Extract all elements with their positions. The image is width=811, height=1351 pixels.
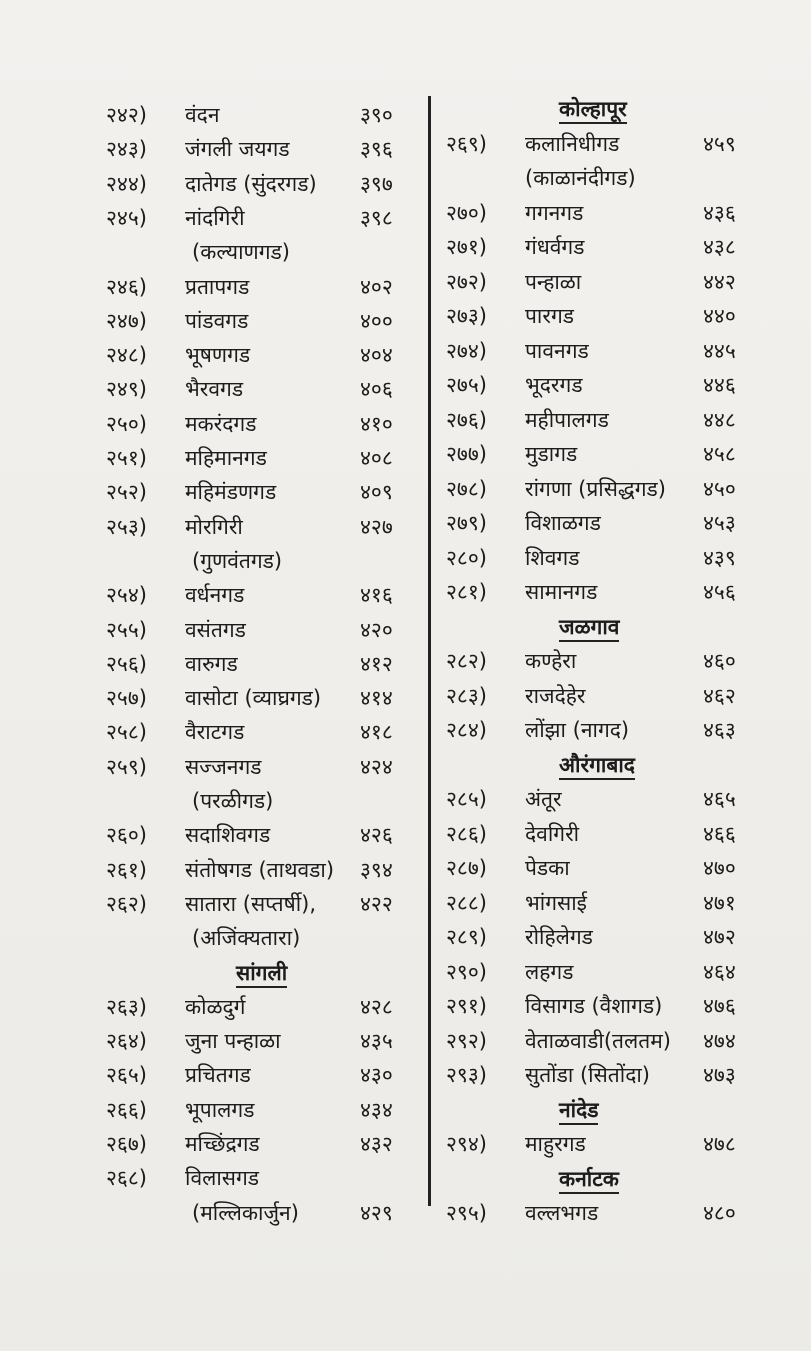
fort-name: (कल्याणगड) xyxy=(192,240,290,265)
page-number: ४२८ xyxy=(360,994,393,1019)
entry-number: २७६) xyxy=(446,407,487,432)
fort-name: लहगड xyxy=(525,959,574,984)
index-entry xyxy=(0,543,428,579)
page-number: ४१४ xyxy=(360,686,393,711)
page-number: ४२७ xyxy=(360,514,393,539)
entry-number: २५६) xyxy=(106,651,147,676)
fort-name: पन्हाळा xyxy=(525,269,582,294)
page-number: ४५८ xyxy=(703,442,736,466)
index-entry xyxy=(0,714,428,750)
index-entry xyxy=(0,1092,428,1128)
entry-number: २८६) xyxy=(446,821,487,846)
index-entry xyxy=(0,406,428,442)
fort-name: (मल्लिकार्जुन) xyxy=(192,1200,299,1225)
fort-name: कण्हेरा xyxy=(525,649,577,673)
fort-name: भूपालगड xyxy=(185,1097,255,1122)
entry-number: २४९) xyxy=(106,377,147,402)
fort-name: पावनगड xyxy=(525,338,589,363)
page-number: ४७२ xyxy=(703,925,736,949)
index-entry xyxy=(0,1160,428,1196)
fort-name: दातेगड (सुंदरगड) xyxy=(185,171,317,196)
fort-name: भैरवगड xyxy=(185,377,244,402)
index-entry xyxy=(431,712,811,748)
index-entry xyxy=(431,160,811,196)
page-number: ४२९ xyxy=(360,1200,393,1225)
index-entry xyxy=(0,200,428,236)
entry-number: २७९) xyxy=(446,511,487,535)
page-number: ४०२ xyxy=(360,274,393,299)
index-entry xyxy=(0,303,428,339)
page-number: ४०८ xyxy=(360,446,393,470)
fort-name: जंगली जयगड xyxy=(185,137,290,162)
entry-number: २४४) xyxy=(106,171,147,196)
index-entry xyxy=(0,440,428,476)
index-entry xyxy=(431,471,811,507)
fort-name: प्रचितगड xyxy=(185,1063,251,1088)
page-number: ३९८ xyxy=(360,205,393,230)
entry-number: २५७) xyxy=(106,686,147,711)
index-entry xyxy=(431,574,811,610)
index-entry xyxy=(0,612,428,648)
index-entry xyxy=(431,298,811,334)
fort-name: महीपालगड xyxy=(525,407,609,432)
fort-name: मोरगिरी xyxy=(185,514,243,539)
page-number: ४७० xyxy=(703,856,736,880)
index-entry xyxy=(0,1126,428,1162)
entry-number: २६४) xyxy=(106,1029,147,1054)
entry-number: २८२) xyxy=(446,649,487,673)
page-number: ३९६ xyxy=(360,137,393,162)
index-entry xyxy=(0,817,428,853)
index-entry xyxy=(431,402,811,438)
fort-name: (परळीगड) xyxy=(192,789,274,813)
page-number: ४२२ xyxy=(360,891,393,916)
fort-name: वसंतगड xyxy=(185,617,246,642)
fort-name: वल्लभगड xyxy=(525,1201,599,1225)
index-entry xyxy=(431,367,811,403)
fort-name: (अजिंक्यतारा) xyxy=(192,926,301,951)
index-entry xyxy=(0,474,428,510)
entry-number: २९५) xyxy=(446,1201,487,1225)
page-number: ४०० xyxy=(360,308,393,333)
entry-number: २८९) xyxy=(446,925,487,949)
page-number: ४४२ xyxy=(703,269,736,294)
page-number: ४२० xyxy=(360,617,393,642)
fort-name: सामानगड xyxy=(525,580,598,604)
fort-name: वासोटा (व्याघ्रगड) xyxy=(185,686,322,711)
entry-number: २७७) xyxy=(446,442,487,466)
entry-number: २५८) xyxy=(106,720,147,745)
index-entry xyxy=(431,264,811,300)
index-entry xyxy=(0,1195,428,1231)
entry-number: २५९) xyxy=(106,754,147,779)
fort-name: महिमंडणगड xyxy=(185,480,277,505)
index-entry xyxy=(431,505,811,541)
entry-number: २७१) xyxy=(446,235,487,259)
entry-number: २९१) xyxy=(446,994,487,1018)
fort-name: भूदरगड xyxy=(525,373,583,397)
fort-name: नांदगिरी xyxy=(185,205,245,230)
page-number: ४१० xyxy=(360,411,393,436)
fort-name: विशाळगड xyxy=(525,511,601,535)
entry-number: २६६) xyxy=(106,1097,147,1122)
page-number: ४७१ xyxy=(703,890,736,915)
page-number: ४४६ xyxy=(703,373,736,397)
entry-number: २७३) xyxy=(446,304,487,328)
page-number: ४७४ xyxy=(703,1028,736,1053)
fort-name: शिवगड xyxy=(525,545,580,570)
fort-name: सुतोंडा (सितोंदा) xyxy=(525,1063,650,1087)
index-entry xyxy=(431,1057,811,1093)
entry-number: २४८) xyxy=(106,343,147,368)
entry-number: २५५) xyxy=(106,617,147,642)
entry-number: २५२) xyxy=(106,480,147,505)
page-number: ४०९ xyxy=(360,480,393,505)
section-heading xyxy=(559,609,619,645)
page-number: ४०६ xyxy=(360,377,393,402)
entry-number: २८१) xyxy=(446,580,487,604)
index-entry xyxy=(431,850,811,886)
fort-name: वारुगड xyxy=(185,651,238,676)
index-entry xyxy=(431,988,811,1024)
fort-name: गंधर्वगड xyxy=(525,235,585,259)
entry-number: २६९) xyxy=(446,131,487,156)
entry-number: २९४) xyxy=(446,1132,487,1156)
page-number: ४३४ xyxy=(360,1097,393,1122)
fort-name: राजदेहेर xyxy=(525,683,586,708)
entry-number: २७२) xyxy=(446,269,487,294)
page-number: ४४८ xyxy=(703,407,736,432)
page-number: ४३८ xyxy=(703,235,736,259)
fort-name: वैराटगड xyxy=(185,720,245,745)
index-entry xyxy=(431,229,811,265)
page-number: ४४० xyxy=(703,304,736,328)
fort-name: प्रतापगड xyxy=(185,274,250,299)
entry-number: २६१) xyxy=(106,857,147,882)
fort-name: (काळानंदीगड) xyxy=(525,166,636,190)
page-number: ३९४ xyxy=(360,857,393,882)
index-entry xyxy=(431,1195,811,1231)
fort-name: कलानिधीगड xyxy=(525,131,620,156)
page-number: ४३५ xyxy=(360,1029,393,1054)
fort-name: जुना पन्हाळा xyxy=(185,1029,281,1054)
fort-name: देवगिरी xyxy=(525,821,580,846)
index-entry xyxy=(431,540,811,576)
entry-number: २८०) xyxy=(446,545,487,570)
entry-number: २७०) xyxy=(446,200,487,225)
index-entry xyxy=(0,1057,428,1093)
page-number: ४१२ xyxy=(360,651,393,676)
index-entry xyxy=(0,749,428,785)
fort-name: मकरंदगड xyxy=(185,411,257,436)
index-entry xyxy=(0,97,428,133)
section-heading xyxy=(559,1092,598,1128)
page-number: ४६२ xyxy=(703,683,736,708)
section-heading-text: कर्नाटक xyxy=(559,1167,619,1194)
entry-number: २६५) xyxy=(106,1063,147,1088)
page-number: ४६६ xyxy=(703,821,736,846)
page-number: ४७३ xyxy=(703,1063,736,1087)
index-entry xyxy=(0,886,428,922)
entry-number: २६७) xyxy=(106,1132,147,1156)
page-number: ४१६ xyxy=(360,583,393,608)
section-heading-text: जळगाव xyxy=(559,615,619,642)
index-entry xyxy=(431,781,811,817)
page-number: ४६० xyxy=(703,649,736,673)
index-entry xyxy=(0,166,428,202)
fort-name: मुडागड xyxy=(525,442,578,466)
fort-name: गगनगड xyxy=(525,200,584,225)
section-heading xyxy=(559,747,635,783)
fort-name: माहुरगड xyxy=(525,1132,586,1156)
fort-name: संतोषगड (ताथवडा) xyxy=(185,857,335,882)
section-heading xyxy=(559,91,627,127)
fort-name: अंतूर xyxy=(525,787,562,811)
fort-name: सज्जनगड xyxy=(185,754,262,779)
entry-number: २५३) xyxy=(106,514,147,539)
index-entry xyxy=(431,195,811,231)
index-entry xyxy=(431,1126,811,1162)
index-entry xyxy=(431,816,811,852)
entry-number: २८५) xyxy=(446,787,487,811)
entry-number: २८७) xyxy=(446,856,487,880)
page-number: ४३२ xyxy=(360,1132,393,1156)
page-number: ४६५ xyxy=(703,787,736,811)
entry-number: २७८) xyxy=(446,476,487,501)
entry-number: २९२) xyxy=(446,1028,487,1053)
entry-number: २८४) xyxy=(446,718,487,742)
entry-number: २४६) xyxy=(106,274,147,299)
fort-name: रांगणा (प्रसिद्धगड) xyxy=(525,476,666,501)
entry-number: २६२) xyxy=(106,891,147,916)
index-entry xyxy=(431,954,811,990)
fort-name: वर्धनगड xyxy=(185,583,245,608)
page-number: ४८० xyxy=(703,1201,736,1225)
entry-number: २६३) xyxy=(106,994,147,1019)
entry-number: २४२) xyxy=(106,103,147,127)
fort-name: भूषणगड xyxy=(185,343,251,368)
index-entry xyxy=(431,126,811,162)
index-entry xyxy=(0,577,428,613)
entry-number: २६०) xyxy=(106,823,147,848)
entry-number: २४३) xyxy=(106,137,147,162)
index-entry xyxy=(0,680,428,716)
page-number: ४३९ xyxy=(703,545,736,570)
entry-number: २४५) xyxy=(106,205,147,230)
entry-number: २९०) xyxy=(446,959,487,984)
entry-number: २८३) xyxy=(446,683,487,708)
entry-number: २४७) xyxy=(106,308,147,333)
entry-number: २७४) xyxy=(446,338,487,363)
index-entry xyxy=(431,333,811,369)
page-number: ४०४ xyxy=(360,343,393,368)
index-entry xyxy=(0,234,428,270)
page-number: ३९० xyxy=(360,103,393,127)
page-number: ४७६ xyxy=(703,994,736,1018)
page-number: ४३० xyxy=(360,1063,393,1088)
section-heading xyxy=(559,1161,619,1197)
index-entry xyxy=(0,509,428,545)
page-number: ४५० xyxy=(703,476,736,501)
entry-number: २७५) xyxy=(446,373,487,397)
fort-name: विलासगड xyxy=(185,1166,260,1191)
entry-number: २५०) xyxy=(106,411,147,436)
section-heading-text: नांदेड xyxy=(559,1098,598,1125)
index-entry xyxy=(431,436,811,472)
fort-name: महिमानगड xyxy=(185,446,267,470)
index-entry xyxy=(431,919,811,955)
page-number: ४३६ xyxy=(703,200,736,225)
index-entry xyxy=(0,989,428,1025)
index-entry xyxy=(0,269,428,305)
index-entry xyxy=(0,1023,428,1059)
page-number: ४२४ xyxy=(360,754,393,779)
page-number: ४२६ xyxy=(360,823,393,848)
fort-name: पारगड xyxy=(525,304,575,328)
fort-name: पेडका xyxy=(525,856,570,880)
section-heading-text: कोल्हापूर xyxy=(559,97,627,124)
section-heading-text: सांगली xyxy=(236,961,287,988)
index-entry xyxy=(431,643,811,679)
page-number: ४४५ xyxy=(703,338,736,363)
index-entry xyxy=(431,885,811,921)
index-entry xyxy=(0,852,428,888)
index-entry xyxy=(0,646,428,682)
page-number: ४५९ xyxy=(703,131,736,156)
fort-name: लोंझा (नागद) xyxy=(525,718,630,742)
fort-name: विसागड (वैशागड) xyxy=(525,994,663,1018)
fort-name: सदाशिवगड xyxy=(185,823,271,848)
fort-name: वेताळवाडी(तलतम) xyxy=(525,1028,671,1053)
fort-name: भांगसाई xyxy=(525,890,587,915)
index-entry xyxy=(0,371,428,407)
index-entry xyxy=(0,131,428,167)
fort-name: रोहिलेगड xyxy=(525,925,593,949)
entry-number: २८८) xyxy=(446,890,487,915)
index-entry xyxy=(0,783,428,819)
fort-name: पांडवगड xyxy=(185,308,249,333)
fort-name: सातारा (सप्तर्षी), xyxy=(185,891,317,916)
page-number: ४६३ xyxy=(703,718,736,742)
page-number: ३९७ xyxy=(360,171,393,196)
page-number: ४५६ xyxy=(703,580,736,604)
index-entry xyxy=(0,337,428,373)
fort-name: (गुणवंतगड) xyxy=(192,548,283,573)
index-entry xyxy=(431,1023,811,1059)
page-number: ४७८ xyxy=(703,1132,736,1156)
fort-name: मच्छिंद्रगड xyxy=(185,1132,260,1156)
index-entry xyxy=(431,678,811,714)
entry-number: २९३) xyxy=(446,1063,487,1087)
page-number: ४५३ xyxy=(703,511,736,535)
entry-number: २६८) xyxy=(106,1166,147,1191)
fort-name: कोळदुर्ग xyxy=(185,994,246,1019)
entry-number: २५४) xyxy=(106,583,147,608)
section-heading xyxy=(236,955,287,991)
page-number: ४१८ xyxy=(360,720,393,745)
page-number: ४६४ xyxy=(703,959,736,984)
index-entry xyxy=(0,920,428,956)
section-heading-text: औरंगाबाद xyxy=(559,753,635,780)
fort-name: वंदन xyxy=(185,103,220,127)
entry-number: २५१) xyxy=(106,446,147,470)
